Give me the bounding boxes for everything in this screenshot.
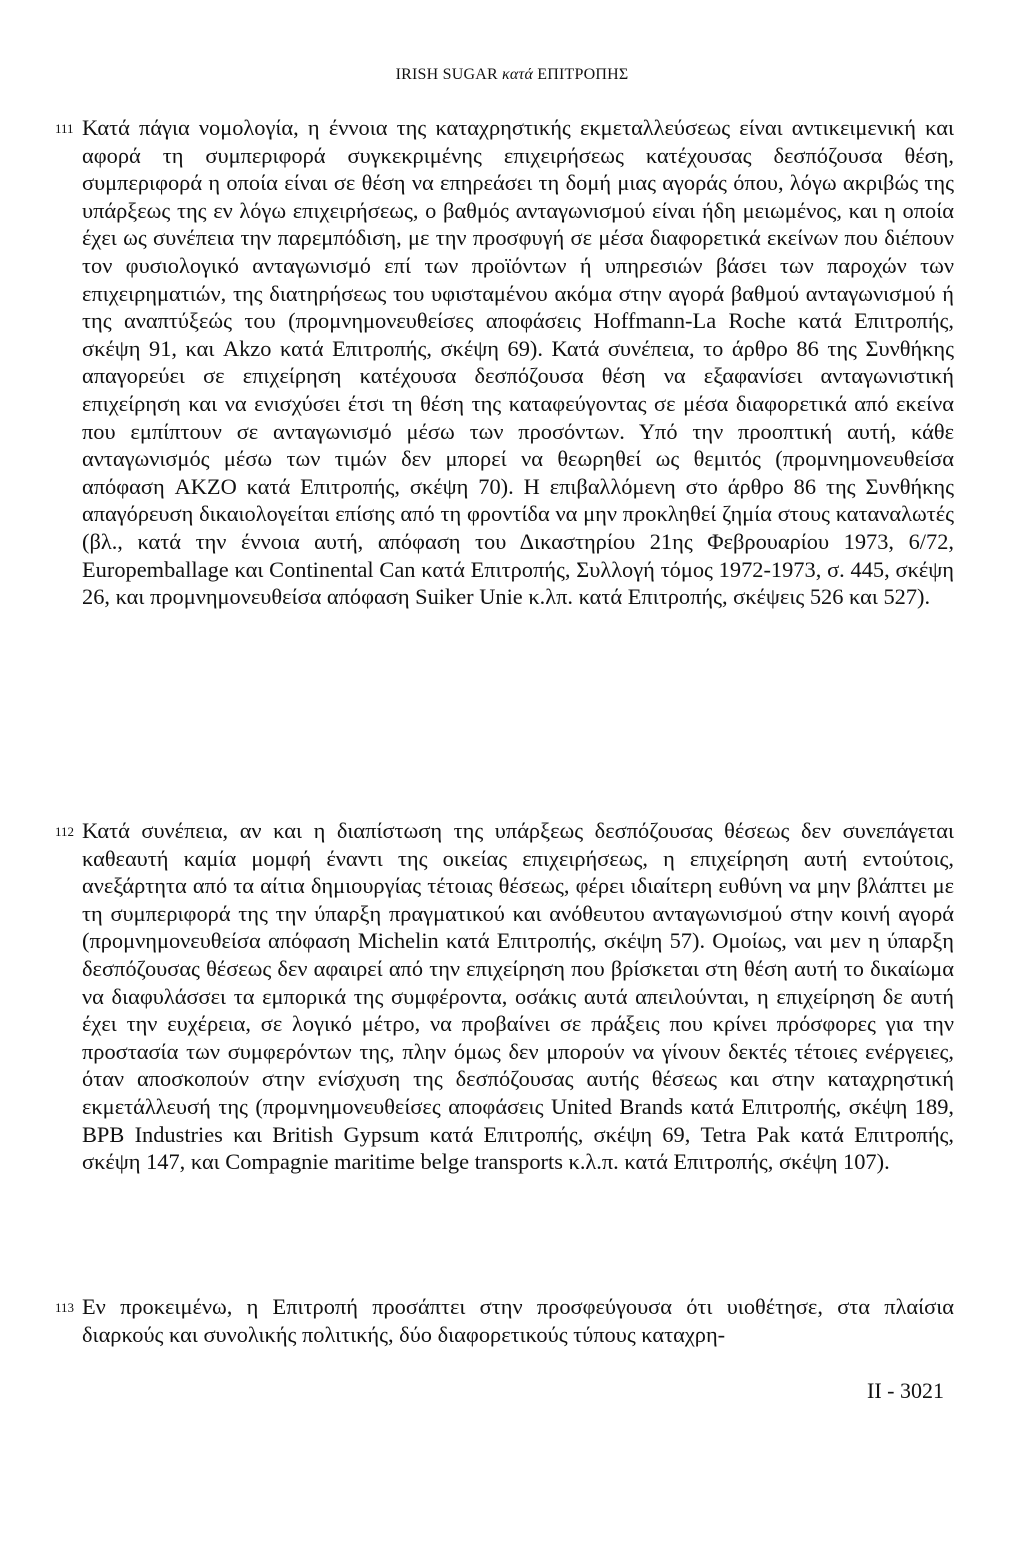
header-kata: κατά (502, 66, 534, 83)
paragraph-111 (0, 114, 1024, 611)
header-opponent: ΕΠΙΤΡΟΠΗΣ (537, 66, 629, 83)
paragraph-number: 111 (55, 121, 74, 136)
running-header (0, 66, 1024, 84)
paragraph-113 (0, 1293, 1024, 1348)
paragraph-text: Εν προκειμένω, η Επιτροπή προσάπτει στην προσφεύγουσα ότι υιοθέτησε, στα πλαίσια διαρκούς και συνολικής πολιτικής, δύο διαφορετικούς τύπους καταχρη- (82, 1294, 954, 1347)
paragraph-number: 113 (55, 1300, 75, 1315)
page-number: II - 3021 (867, 1378, 944, 1403)
header-case-name: IRISH SUGAR (395, 66, 498, 83)
paragraph-112 (0, 817, 1024, 1176)
paragraph-text: Κατά συνέπεια, αν και η διαπίστωση της υπάρξεως δεσπόζουσας θέσεως δεν συνεπάγεται καθεαυτή καμία μομφή έναντι της οικείας επιχειρήσεως, η επιχείρηση αυτή εντούτοις, ανεξάρτητα από τα αίτια δημιουργίας τέτοιας θέσεως, φέρει ιδιαίτερη ευθύνη να μην βλάπτει με τη συμπεριφορά της την ύπαρξη πραγματικού και ανόθευτου ανταγωνισμού στην κοινή αγορά (προμνημονευθείσα απόφαση Michelin κατά Επιτροπής, σκέψη 57). Ομοίως, ναι μεν η ύπαρξη δεσπόζουσας θέσεως δεν αφαιρεί από την επιχείρηση που βρίσκεται στη θέση αυτή το δικαίωμα να διαφυλάσσει τα εμπορικά της συμφέροντα, οσάκις αυτά απειλούνται, η επιχείρηση δε αυτή έχει την ευχέρεια, σε λογικό μέτρο, να προβαίνει σε πράξεις που κρίνει πρόσφορες για την προστασία των συμφερόντων της, πλην όμως δεν μπορούν να γίνουν δεκτές τέτοιες ενέργειες, όταν αποσκοπούν στην ενίσχυση της δεσπόζουσας αυτής θέσεως και στην καταχρηστική εκμετάλλευσή της (προμνημονευθείσες αποφάσεις United Brands κατά Επιτροπής, σκέψη 189, BPB Industries και British Gypsum κατά Επιτροπής, σκέψη 69, Tetra Pak κατά Επιτροπής, σκέψη 147, και Compagnie maritime belge transports κ.λ.π. κατά Επιτροπής, σκέψη 107). (82, 818, 954, 1175)
paragraph-text: Κατά πάγια νομολογία, η έννοια της καταχρηστικής εκμεταλλεύσεως είναι αντικειμενική και αφορά τη συμπεριφορά συγκεκριμένης επιχειρήσεως κατέχουσας δεσπόζουσα θέση, συμπεριφορά η οποία είναι σε θέση να επηρεάσει τη δομή μιας αγοράς όπου, λόγω ακριβώς της υπάρξεως της εν λόγω επιχειρήσεως, ο βαθμός ανταγωνισμού είναι ήδη μειωμένος, και η οποία έχει ως συνέπεια την παρεμπόδιση, με την προσφυγή σε μέσα διαφορετικά εκείνων που διέπουν τον φυσιολογικό ανταγωνισμό επί των προϊόντων ή υπηρεσιών βάσει των παροχών των επιχειρηματιών, της διατηρήσεως του υφισταμένου ακόμα στην αγορά βαθμού ανταγωνισμού ή της αναπτύξεώς του (προμνημονευθείσες αποφάσεις Hoffmann-La Roche κατά Επιτροπής, σκέψη 91, και Akzo κατά Επιτροπής, σκέψη 69). Κατά συνέπεια, το άρθρο 86 της Συνθήκης απαγορεύει σε επιχείρηση κατέχουσα δεσπόζουσα θέση να εξαφανίσει ανταγωνιστική επιχείρηση και να ενισχύσει έτσι τη θέση της καταφεύγοντας σε μέσα διαφορετικά από εκείνα που εμπίπτουν σε ανταγωνισμό μέσω των προσόντων. Υπό την προοπτική αυτή, κάθε ανταγωνισμός μέσω των τιμών δεν μπορεί να θεωρηθεί ως θεμιτός (προμνημονευθείσα απόφαση AKZO κατά Επιτροπής, σκέψη 70). Η επιβαλλόμενη στο άρθρο 86 της Συνθήκης απαγόρευση δικαιολογείται επίσης από τη φροντίδα να μην προκληθεί ζημία στους καταναλωτές (βλ., κατά την έννοια αυτή, απόφαση του Δικαστηρίου 21ης Φεβρουαρίου 1973, 6/72, Europemballage και Continental Can κατά Επιτροπής, Συλλογή τόμος 1972-1973, σ. 445, σκέψη 26, και προμνημονευθείσα απόφαση Suiker Unie κ.λπ. κατά Επιτροπής, σκέψεις 526 και 527). (82, 115, 954, 610)
paragraph-number: 112 (55, 824, 75, 839)
